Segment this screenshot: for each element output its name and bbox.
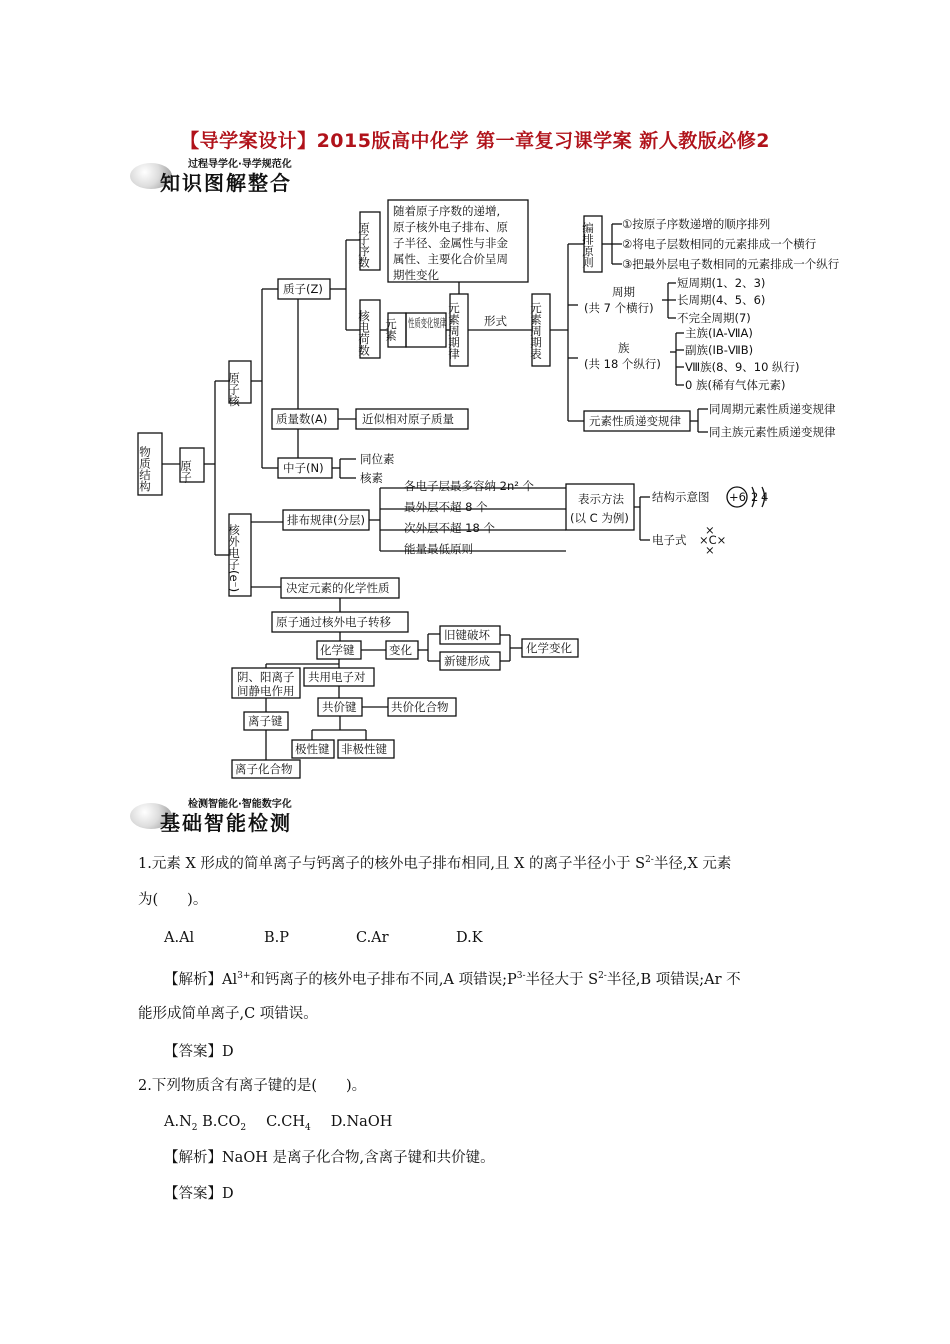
label-zu: 族 (618, 341, 630, 355)
option-sub: 2 (191, 1122, 198, 1133)
label-bp1: ①按原子序数递增的顺序排列 (622, 217, 771, 231)
label-xz1: 同周期元素性质递变规律 (709, 402, 836, 416)
label-lizihw: 离子化合物 (235, 762, 293, 776)
label-jueding: 决定元素的化学性质 (286, 581, 390, 595)
label-suizhe-line: 原子核外电子排布、原 (393, 220, 508, 234)
label-yuanzihe: 原子核 (227, 372, 241, 407)
analysis-sup: 2- (598, 971, 607, 981)
label-pl2: 最外层不超 8 个 (404, 500, 488, 514)
option-sub: 4 (305, 1122, 311, 1133)
analysis-1 (164, 966, 864, 990)
analysis-sup: 3- (516, 971, 526, 981)
label-dianzishi: 电子式 (652, 533, 687, 547)
label-lizijian: 离子键 (248, 714, 283, 728)
label-cdot: ×C× (699, 533, 727, 547)
label-pl4: 能量最低原则 (404, 542, 473, 556)
label-jinsi: 近似相对原子质量 (362, 412, 454, 426)
section-subtitle: 检测智能化·智能数字化 (188, 799, 292, 810)
analysis-text: 半径,B 项错误;Ar 不 (606, 971, 741, 988)
label-suizhe-line: 期性变化 (393, 268, 439, 282)
label-zhouqi: 周期 (612, 285, 635, 299)
label-zu4: 0 族(稀有气体元素) (685, 378, 786, 392)
label-bp3: ③把最外层电子数相同的元素排成一个纵行 (622, 257, 840, 271)
answer-1: 【答案】D (164, 1044, 234, 1060)
label-pl1: 各电子层最多容纳 2n² 个 (404, 479, 535, 493)
label-zhouqi-n: (共 7 个横行) (584, 301, 654, 315)
label-yinyang1: 阴、阳离子 (237, 670, 295, 684)
option-d: D.K (456, 930, 483, 946)
section-subtitle: 过程导学化·导学规范化 (188, 159, 292, 170)
label-jixing: 极性键 (295, 742, 330, 756)
label-zq1: 短周期(1、2、3) (677, 276, 766, 290)
label-jiujian: 旧键破坏 (444, 628, 490, 642)
label-pl3: 次外层不超 18 个 (404, 521, 495, 535)
label-zhiliangshu: 质量数(A) (276, 412, 328, 426)
label-zhouqibiao: 元素周期表 (529, 302, 543, 360)
option-a: A.N (164, 1114, 192, 1130)
analysis-text: 【解析】Al (164, 971, 238, 988)
label-zhouqilv: 元素周期律 (447, 302, 461, 360)
question-1-line2: 为( )。 (138, 892, 208, 908)
label-xingzhi (408, 316, 446, 330)
label-zu3: Ⅷ族(8、9、10 纵行) (685, 360, 800, 374)
label-gongjiajian: 共价键 (322, 700, 357, 714)
label-zhongzi: 中子(N) (283, 461, 324, 475)
label-biaoshi: 表示方法 (578, 492, 624, 506)
label-bp2: ②将电子层数相同的元素排成一个横行 (622, 237, 817, 251)
analysis-text: 半径大于 S (525, 971, 599, 988)
label-yuanzi: 原子 (179, 460, 193, 483)
option-c: C.Ar (356, 930, 389, 946)
label-shell2: 4 (761, 490, 769, 504)
label-yuanzixushu: 原子序数 (357, 222, 371, 268)
label-bianhua: 变化 (389, 643, 412, 657)
page-title: 【导学案设计】2015版高中化学 第一章复习课学案 新人教版必修2 (180, 130, 770, 152)
option-d: D.NaOH (330, 1114, 393, 1130)
question-1 (138, 850, 838, 874)
label-xingzhi-text: 性质变化规律 (408, 316, 447, 330)
option-a: A.Al (164, 930, 195, 946)
label-suizhe-line: 子半径、金属性与非金 (393, 236, 508, 250)
electron-dot-c (699, 523, 726, 557)
label-zhizi: 质子(Z) (283, 282, 323, 296)
label-xz2: 同主族元素性质递变规律 (709, 425, 836, 439)
label-zq2: 长周期(4、5、6) (677, 293, 766, 307)
label-hewai: 核外电子(e⁻) (227, 524, 241, 593)
label-suizhe-group (393, 204, 508, 282)
analysis-sup: 3+ (237, 971, 251, 981)
label-yuansu: 元素 (384, 318, 398, 341)
electron-mark-icon: × (705, 543, 715, 557)
label-zu1: 主族(ⅠA-ⅦA) (685, 326, 753, 340)
q1-sup: 2- (645, 855, 654, 865)
label-hedianheshu: 核电荷数 (357, 310, 371, 356)
label-wuzhi: 物质结构 (138, 446, 152, 492)
label-zu-n: (共 18 个纵行) (584, 357, 661, 371)
label-suizhe-line: 随着原子序数的递增, (393, 204, 501, 218)
label-xingshi: 形式 (484, 314, 507, 328)
label-suizhe-line: 属性、主要化合价呈周 (393, 252, 508, 266)
analysis-2: 【解析】NaOH 是离子化合物,含离子键和共价键。 (164, 1150, 495, 1166)
label-xinjian: 新键形成 (444, 654, 490, 668)
question-1-options (164, 928, 864, 948)
label-huaxuejian: 化学键 (320, 643, 355, 657)
label-plus6: +6 (729, 490, 746, 504)
analysis-1-line2: 能形成简单离子,C 项错误。 (138, 1006, 318, 1022)
question-2: 2.下列物质含有离子键的是( )。 (138, 1078, 367, 1094)
label-jiegou: 结构示意图 (652, 490, 710, 504)
option-c: C.CH (266, 1114, 306, 1130)
label-gongyong: 共用电子对 (308, 670, 366, 684)
question-2-options (164, 1112, 864, 1138)
label-hesu: 核素 (360, 471, 383, 485)
analysis-text: 和钙离子的核外电子排布不同,A 项错误;P (250, 971, 517, 988)
label-pailv: 排布规律(分层) (287, 513, 365, 527)
label-gongjiahw: 共价化合物 (391, 700, 449, 714)
option-sub: 2 (240, 1122, 247, 1133)
label-yinyang2: 间静电作用 (237, 684, 295, 698)
q1-text: 1.元素 X 形成的简单离子与钙离子的核外电子排布相同,且 X 的离子半径小于 S (138, 855, 646, 872)
label-zu2: 副族(ⅠB-ⅦB) (685, 343, 754, 357)
label-zq3: 不完全周期(7) (677, 311, 751, 325)
q1-text-end: 半径,X 元素 (653, 855, 732, 872)
section-title: 基础智能检测 (160, 811, 292, 835)
label-tongweisu: 同位素 (360, 452, 395, 466)
label-tongguo: 原子通过核外电子转移 (276, 615, 391, 629)
label-shell1: 2 (751, 490, 759, 504)
answer-2: 【答案】D (164, 1186, 234, 1202)
label-xzbh: 元素性质递变规律 (589, 414, 681, 428)
section-title: 知识图解整合 (160, 171, 292, 195)
electron-mark-icon: × (705, 523, 715, 537)
label-huaxuebh: 化学变化 (526, 641, 572, 655)
option-b: B.P (264, 930, 290, 946)
label-feijixing: 非极性键 (341, 742, 387, 756)
label-biaoshi2: (以 C 为例) (570, 511, 629, 525)
option-b: B.CO (197, 1114, 241, 1130)
label-bianpai: 编排原则 (581, 222, 595, 268)
